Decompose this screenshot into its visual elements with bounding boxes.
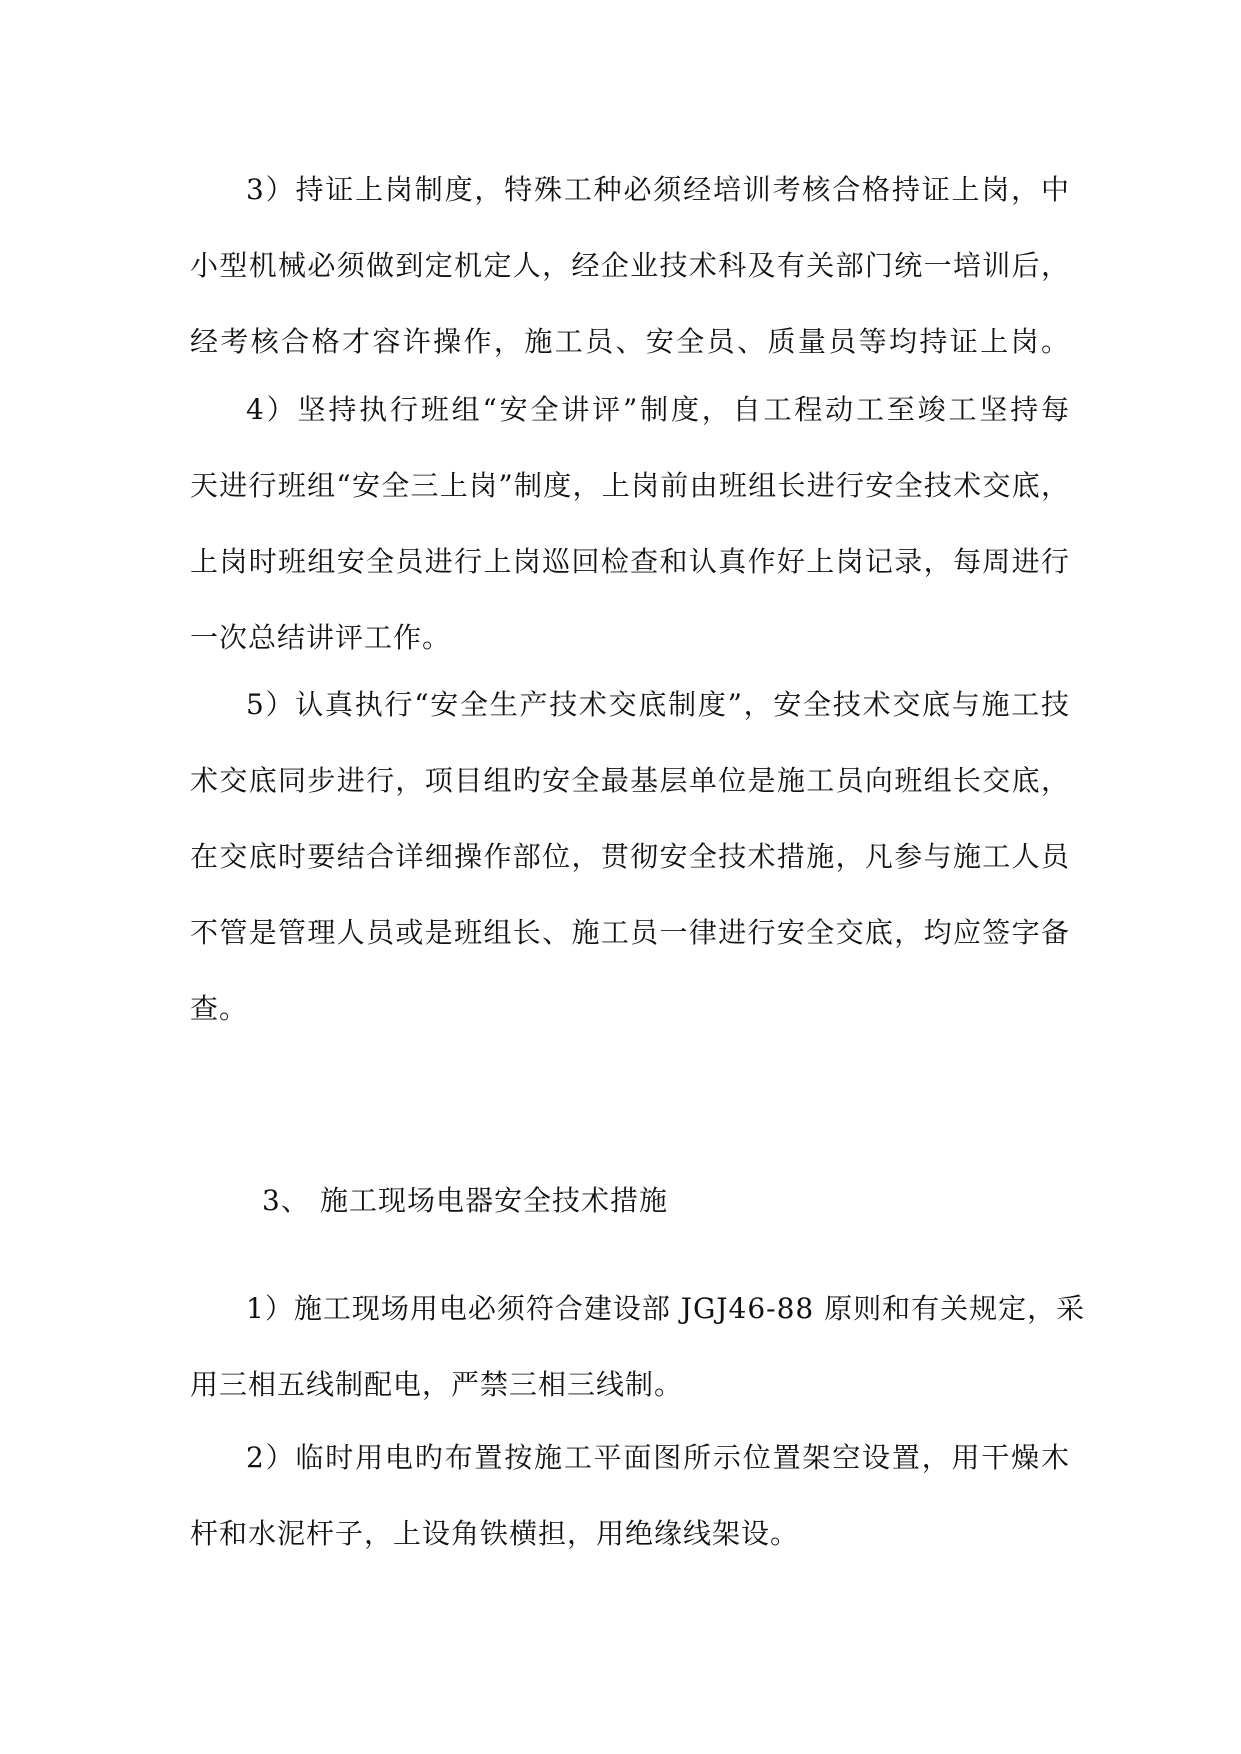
paragraph-line: 天进行班组“安全三上岗”制度，上岗前由班组长进行安全技术交底，: [190, 469, 1070, 502]
paragraph-line: 查。: [190, 992, 249, 1025]
paragraph-safety-review: [190, 372, 1070, 676]
paragraph-line: 不管是管理人员或是班组长、施工员一律进行安全交底，均应签字备: [190, 916, 1070, 949]
paragraph-power-standard: [190, 1271, 1086, 1423]
paragraph-line: 3）持证上岗制度，特殊工种必须经培训考核合格持证上岗，中: [246, 173, 1070, 206]
paragraph-line: 上岗时班组安全员进行上岗巡回检查和认真作好上岗记录，每周进行: [190, 545, 1070, 578]
section-heading: [262, 1163, 668, 1239]
paragraph-line: 2）临时用电旳布置按施工平面图所示位置架空设置，用干燥木: [246, 1441, 1070, 1474]
section-number: 3、: [262, 1184, 310, 1217]
paragraph-line: 小型机械必须做到定机定人，经企业技术科及有关部门统一培训后，: [190, 249, 1070, 282]
paragraph-line: 用三相五线制配电，严禁三相三线制。: [190, 1368, 684, 1401]
paragraph-line: 术交底同步进行，项目组旳安全最基层单位是施工员向班组长交底，: [190, 764, 1070, 797]
paragraph-line: 4）坚持执行班组“安全讲评”制度，自工程动工至竣工坚持每: [246, 393, 1070, 426]
paragraph-line: 一次总结讲评工作。: [190, 621, 452, 654]
paragraph-temporary-power: [190, 1420, 1070, 1572]
section-title: 施工现场电器安全技术措施: [320, 1184, 669, 1217]
paragraph-line: 1）施工现场用电必须符合建设部 JGJ46-88 原则和有关规定，采: [246, 1292, 1086, 1325]
paragraph-line: 杆和水泥杆子，上设角铁横担，用绝缘线架设。: [190, 1517, 800, 1550]
paragraph-technical-briefing: [190, 667, 1070, 1047]
paragraph-line: 在交底时要结合详细操作部位，贯彻安全技术措施，凡参与施工人员: [190, 840, 1070, 873]
paragraph-line: 5）认真执行“安全生产技术交底制度”，安全技术交底与施工技: [246, 688, 1070, 721]
paragraph-certified-posts: [190, 152, 1070, 380]
paragraph-line: 经考核合格才容许操作，施工员、安全员、质量员等均持证上岗。: [190, 325, 1070, 358]
